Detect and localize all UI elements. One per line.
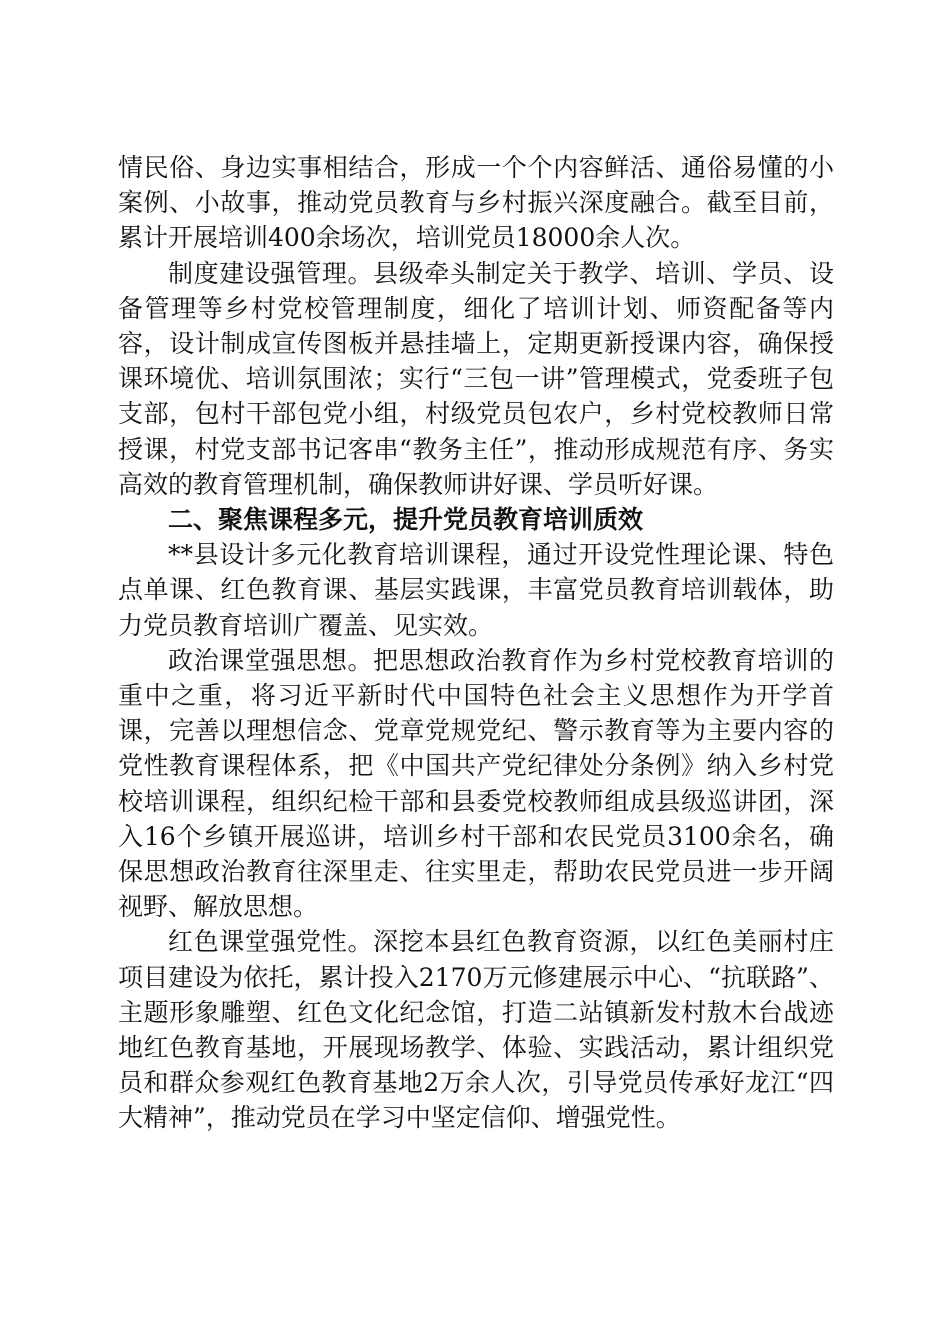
- paragraph-system-management: 制度建设强管理。县级牵头制定关于教学、培训、学员、设备管理等乡村党校管理制度，细化了培训计划、师资配备等内容，设计制成宣传图板并悬挂墙上，定期更新授课内容，确保授课环境优、培训氛围浓；实行“三包一讲”管理模式，党委班子包支部，包村干部包党小组，村级党员包农户，乡村党校教师日常授课，村党支部书记客串“教务主任”，推动形成规范有序、务实高效的教育管理机制，确保教师讲好课、学员听好课。: [118, 258, 834, 499]
- paragraph-political-class: 政治课堂强思想。把思想政治教育作为乡村党校教育培训的重中之重，将习近平新时代中国特色社会主义思想作为开学首课，完善以理想信念、党章党规党纪、警示教育等为主要内容的党性教育课程体系，把《中国共产党纪律处分条例》纳入乡村党校培训课程，组织纪检干部和县委党校教师组成县级巡讲团，深入16个乡镇开展巡讲，培训乡村干部和农民党员3100余名，确保思想政治教育往深里走、往实里走，帮助农民党员进一步开阔视野、解放思想。: [118, 645, 834, 922]
- paragraph-section-intro: **县设计多元化教育培训课程，通过开设党性理论课、特色点单课、红色教育课、基层实践课，丰富党员教育培训载体，助力党员教育培训广覆盖、见实效。: [118, 540, 834, 640]
- paragraph-red-class: 红色课堂强党性。深挖本县红色教育资源，以红色美丽村庄项目建设为依托，累计投入2170万元修建展示中心、“抗联路”、主题形象雕塑、红色文化纪念馆，打造二站镇新发村敖木台战迹地红色教育基地，开展现场教学、体验、实践活动，累计组织党员和群众参观红色教育基地2万余人次，引导党员传承好龙江“四大精神”，推动党员在学习中坚定信仰、增强党性。: [118, 927, 834, 1133]
- paragraph-continuation: 情民俗、身边实事相结合，形成一个个内容鲜活、通俗易懂的小案例、小故事，推动党员教育与乡村振兴深度融合。截至目前，累计开展培训400余场次，培训党员18000余人次。: [118, 153, 834, 253]
- section-heading-2: 二、聚焦课程多元，提升党员教育培训质效: [168, 505, 644, 535]
- document-page: [118, 150, 834, 1136]
